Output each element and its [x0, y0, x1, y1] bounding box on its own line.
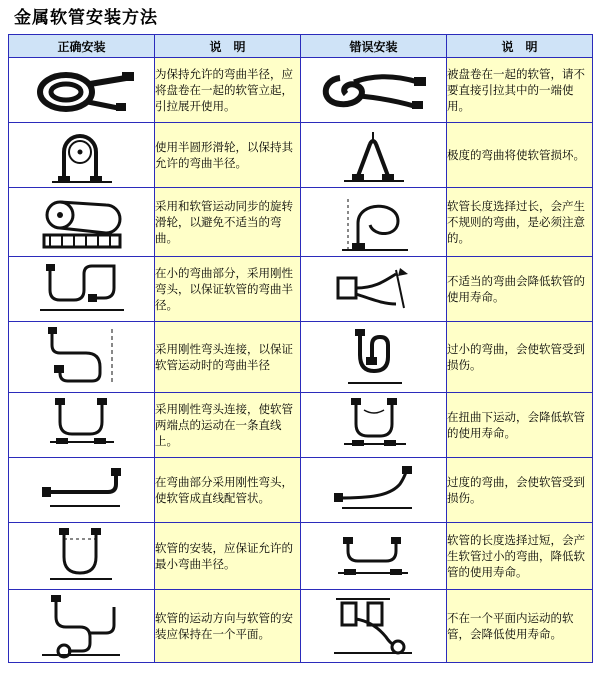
note-text: 在弯曲部分采用刚性弯头，使软管成直线配管状。 [155, 458, 301, 523]
table-row [9, 393, 593, 458]
table-row [9, 188, 593, 257]
table-body [9, 58, 593, 663]
note-text: 过小的弯曲，会使软管受到损伤。 [447, 322, 593, 393]
table-row [9, 257, 593, 322]
over-bend-icon [301, 458, 447, 523]
note-text: 软管的安装，应保证允许的最小弯曲半径。 [155, 523, 301, 590]
note-text: 不适当的弯曲会降低软管的使用寿命。 [447, 257, 593, 322]
rigid-bend-small-radius-icon [9, 257, 155, 322]
coiled-hose-icon [9, 58, 155, 123]
too-small-bend-icon [301, 322, 447, 393]
header-correct-note: 说 明 [155, 35, 301, 58]
improper-bend-icon [301, 257, 447, 322]
table-row [9, 590, 593, 663]
coiled-hose-pulled-icon [301, 58, 447, 123]
excess-length-loop-icon [301, 188, 447, 257]
semicircular-sheave-icon [9, 123, 155, 188]
sharp-bend-hose-icon [301, 123, 447, 188]
note-text: 采用和软管运动同步的旋转滑轮，以避免不适当的弯曲。 [155, 188, 301, 257]
note-text: 极度的弯曲将使软管损坏。 [447, 123, 593, 188]
over-length-small-bend-icon [301, 523, 447, 590]
sync-rotating-sheave-icon [9, 188, 155, 257]
note-text: 软管的长度选择过短，会产生软管过小的弯曲，降低软管的使用寿命。 [447, 523, 593, 590]
twisted-motion-icon [301, 393, 447, 458]
page-title: 金属软管安装方法 [14, 8, 158, 28]
note-text: 软管的运动方向与软管的安装应保持在一个平面。 [155, 590, 301, 663]
installation-methods-table [8, 34, 593, 663]
rigid-elbow-connection-icon [9, 322, 155, 393]
header-wrong-note: 说 明 [447, 35, 593, 58]
note-text: 采用刚性弯头连接，使软管两端点的运动在一条直线上。 [155, 393, 301, 458]
note-text: 为保持允许的弯曲半径，应将盘卷在一起的软管立起，引拉展开使用。 [155, 58, 301, 123]
note-text: 在小的弯曲部分，采用刚性弯头，以保证软管的弯曲半径。 [155, 257, 301, 322]
rigid-elbow-straight-pipe-icon [9, 458, 155, 523]
header-wrong-install: 错误安装 [301, 35, 447, 58]
note-text: 在扭曲下运动，会降低软管的使用寿命。 [447, 393, 593, 458]
table-row [9, 523, 593, 590]
straight-line-motion-icon [9, 393, 155, 458]
header-row [9, 35, 593, 58]
out-of-plane-motion-icon [301, 590, 447, 663]
same-plane-motion-icon [9, 590, 155, 663]
table-row [9, 123, 593, 188]
note-text: 采用刚性弯头连接，以保证软管运动时的弯曲半径 [155, 322, 301, 393]
note-text: 过度的弯曲，会使软管受到损伤。 [447, 458, 593, 523]
table-row [9, 58, 593, 123]
min-bend-radius-icon [9, 523, 155, 590]
note-text: 不在一个平面内运动的软管，会降低使用寿命。 [447, 590, 593, 663]
note-text: 使用半圆形滑轮，以保持其允许的弯曲半径。 [155, 123, 301, 188]
note-text: 软管长度选择过长，会产生不规则的弯曲，是必须注意的。 [447, 188, 593, 257]
table-head [9, 35, 593, 58]
header-correct-install: 正确安装 [9, 35, 155, 58]
note-text: 被盘卷在一起的软管，请不要直接引拉其中的一端使用。 [447, 58, 593, 123]
table-row [9, 458, 593, 523]
table-row [9, 322, 593, 393]
